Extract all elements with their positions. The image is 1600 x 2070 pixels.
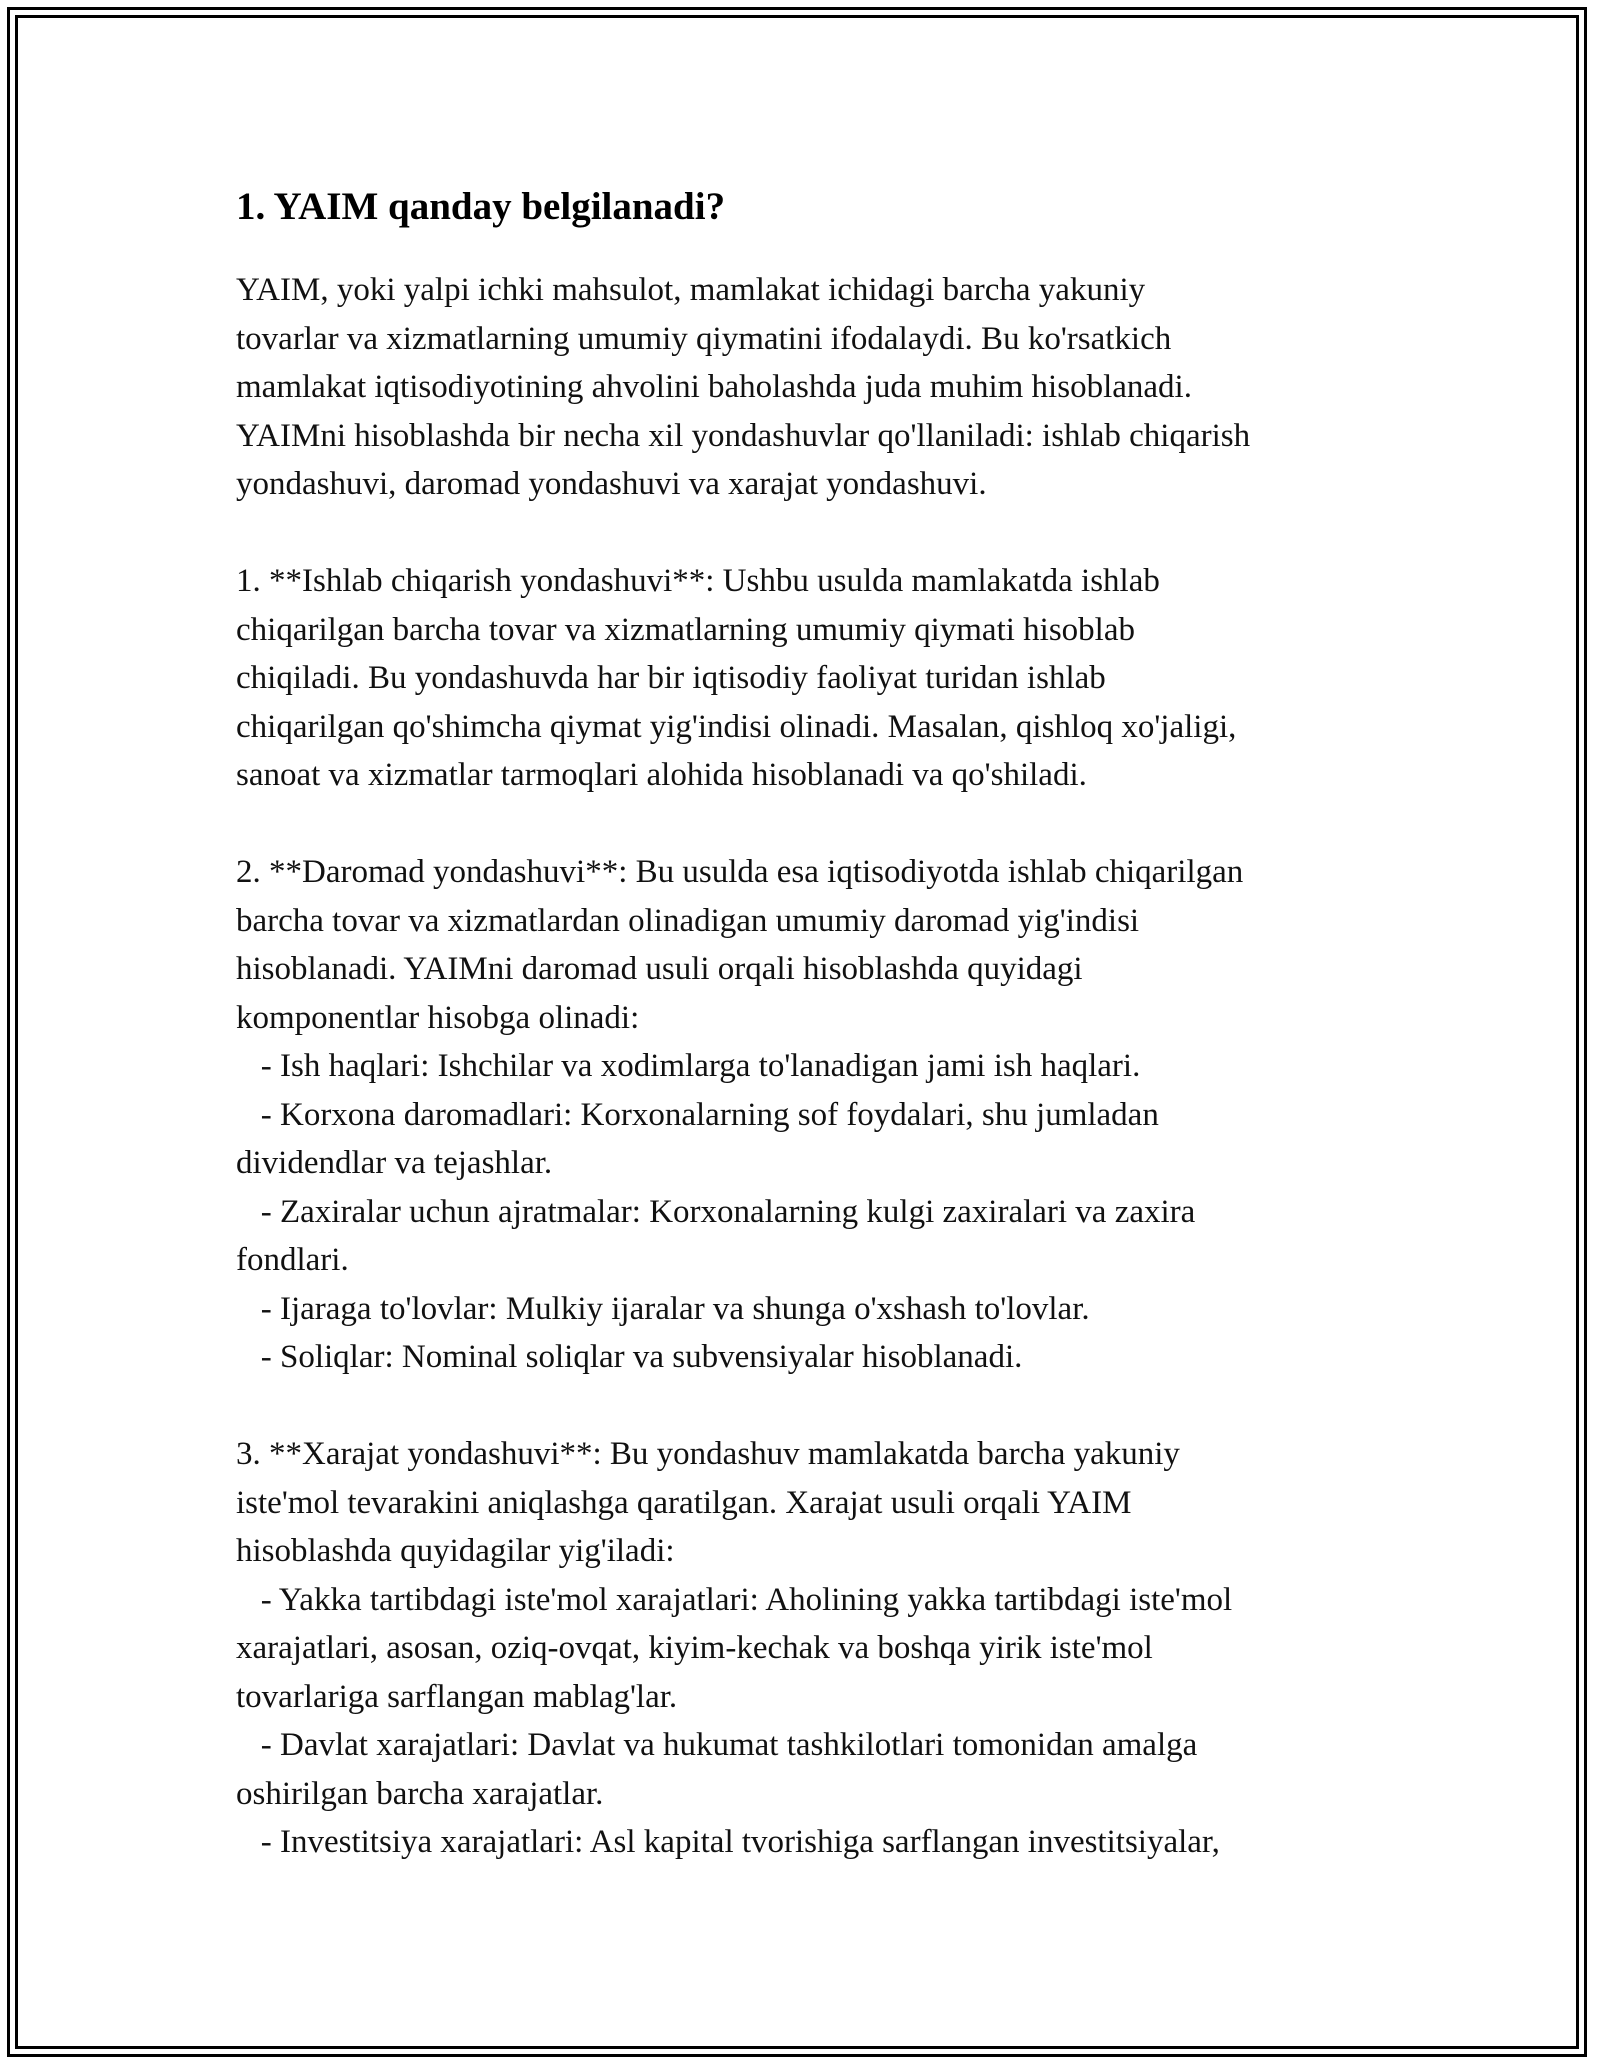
text-line: 3. **Xarajat yondashuvi**: Bu yondashuv mamlakatda barcha yakuniy (236, 1436, 1180, 1472)
text-line: sanoat va xizmatlar tarmoqlari alohida hisoblanadi va qo'shiladi. (236, 757, 1087, 793)
text-line: - Korxona daromadlari: Korxonalarning sof foydalari, shu jumladan (236, 1096, 1159, 1133)
text-line: 2. **Daromad yondashuvi**: Bu usulda esa iqtisodiyotda ishlab chiqarilgan (236, 854, 1244, 890)
text-line: chiqarilgan barcha tovar va xizmatlarning umumiy qiymati hisoblab (236, 611, 1135, 648)
blank-line (236, 509, 1386, 558)
text-line: tovarlar va xizmatlarning umumiy qiymatini ifodalaydi. Bu ko'rsatkich (236, 320, 1172, 357)
text-line: - Davlat xarajatlari: Davlat va hukumat tashkilotlari tomonidan amalga (236, 1727, 1198, 1763)
document-text (236, 266, 1386, 1867)
text-line: tovarlariga sarflangan mablag'lar. (236, 1678, 678, 1715)
text-line: hisoblanadi. YAIMni daromad usuli orqali hisoblashda quyidagi (236, 951, 1083, 987)
text-line: dividendlar va tejashlar. (236, 1145, 553, 1181)
text-line: - Yakka tartibdagi iste'mol xarajatlari: Aholining yakka tartibdagi iste'mol (236, 1581, 1233, 1618)
text-line: - Soliqlar: Nominal soliqlar va subvensiyalar hisoblanadi. (236, 1339, 1023, 1375)
text-line: iste'mol tevarakini aniqlashga qaratilgan. Xarajat usuli orqali YAIM (236, 1484, 1132, 1521)
text-line: barcha tovar va xizmatlardan olinadigan umumiy daromad yig'indisi (236, 902, 1140, 939)
text-line: chiqarilgan qo'shimcha qiymat yig'indisi olinadi. Masalan, qishloq xo'jaligi, (236, 708, 1237, 745)
text-line: mamlakat iqtisodiyotining ahvolini baholashda juda muhim hisoblanadi. (236, 369, 1192, 405)
blank-line (236, 1382, 1386, 1431)
text-line: - Ijaraga to'lovlar: Mulkiy ijaralar va shunga o'xshash to'lovlar. (236, 1290, 1090, 1327)
text-line: YAIMni hisoblashda bir necha xil yondashuvlar qo'llaniladi: ishlab chiqarish (236, 417, 1251, 454)
text-line: oshirilgan barcha xarajatlar. (236, 1775, 604, 1812)
document-heading: 1. YAIM qanday belgilanadi? (236, 185, 726, 228)
text-line: - Zaxiralar uchun ajratmalar: Korxonalarning kulgi zaxiralari va zaxira (236, 1193, 1196, 1230)
text-line: yondashuvi, daromad yondashuvi va xarajat yondashuvi. (236, 466, 987, 502)
text-line: 1. **Ishlab chiqarish yondashuvi**: Ushbu usulda mamlakatda ishlab (236, 563, 1160, 599)
text-line: YAIM, yoki yalpi ichki mahsulot, mamlakat ichidagi barcha yakuniy (236, 272, 1146, 308)
blank-line (236, 800, 1386, 849)
text-line: komponentlar hisobga olinadi: (236, 999, 640, 1036)
text-line: - Ish haqlari: Ishchilar va xodimlarga to'lanadigan jami ish haqlari. (236, 1048, 1141, 1084)
text-line: - Investitsiya xarajatlari: Asl kapital tvorishiga sarflangan investitsiyalar, (236, 1824, 1220, 1860)
text-line: xarajatlari, asosan, oziq-ovqat, kiyim-kechak va boshqa yirik iste'mol (236, 1630, 1153, 1666)
text-line: chiqiladi. Bu yondashuvda har bir iqtisodiy faoliyat turidan ishlab (236, 660, 1106, 696)
text-line: fondlari. (236, 1242, 349, 1278)
document-body (236, 183, 1386, 1867)
text-line: hisoblashda quyidagilar yig'iladi: (236, 1533, 675, 1569)
